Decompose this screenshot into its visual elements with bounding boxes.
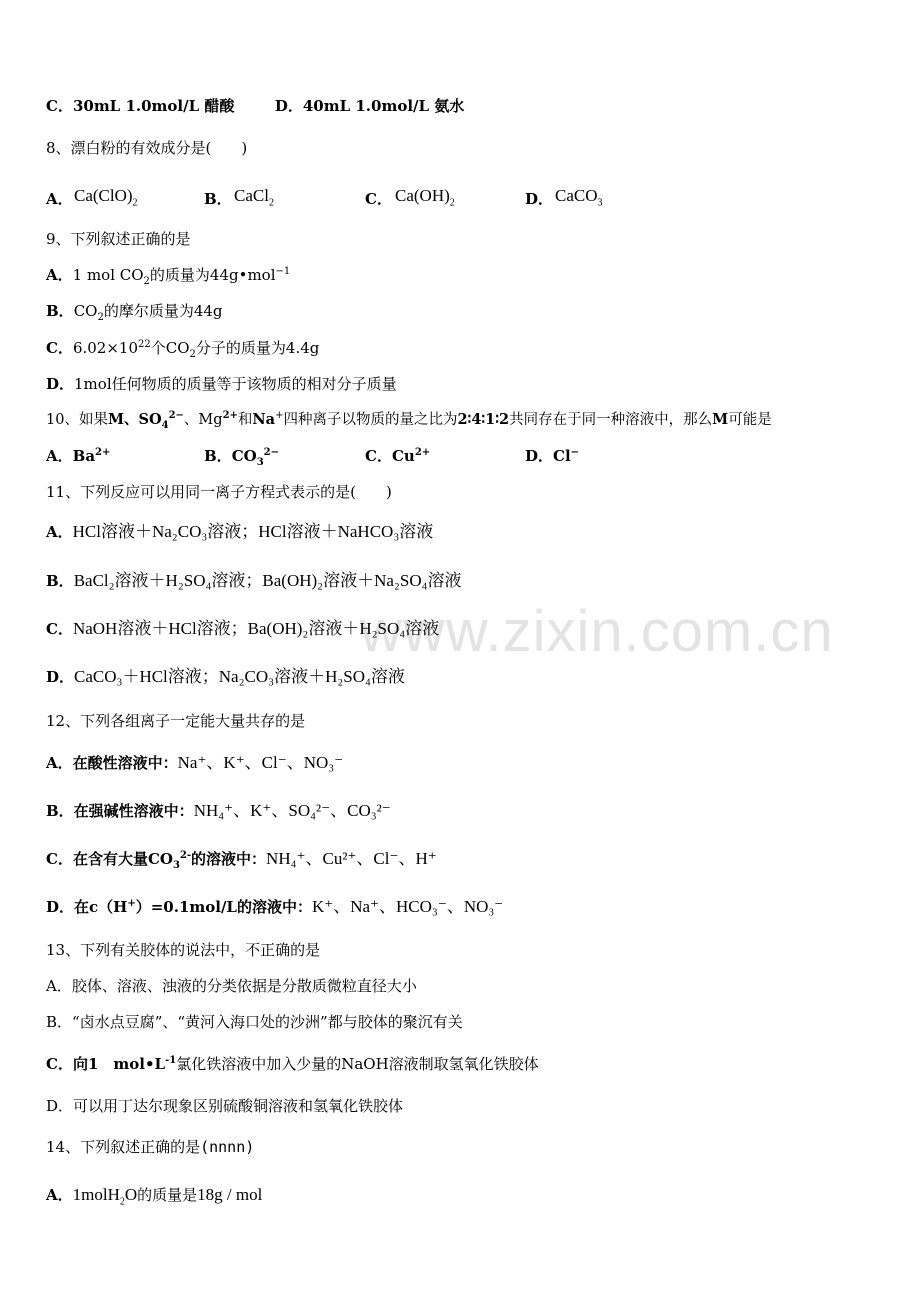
q7-option-c: C．30mL 1.0mol/L 醋酸 xyxy=(46,97,235,115)
q10-option-d: D．Cl− xyxy=(525,447,580,465)
q13-stem: 13、下列有关胶体的说法中，不正确的是 xyxy=(46,941,321,959)
q13-option-b: B．“卤水点豆腐”、“黄河入海口处的沙洲”都与胶体的聚沉有关 xyxy=(46,1013,463,1031)
q8-option-b-label: B． xyxy=(204,190,232,208)
q14-option-a: A．1molH$_2$O的质量是18g / mol xyxy=(46,1185,263,1208)
q9-option-a: A．1 mol $CO_2$的质量为44g•mol$^{-1}$ xyxy=(46,266,291,287)
q10-stem: 10、如果M、$SO_4^{2-}$、$Mg^{2+}$和Na+四种离子以物质的量之比为2∶4∶1∶2共同存在于同一种溶液中，那么M可能是 xyxy=(46,410,772,431)
q9-option-d: D．1mol任何物质的质量等于该物质的相对分子质量 xyxy=(46,375,397,393)
q8-option-b: CaCl$_2$ xyxy=(234,186,274,209)
q8-options xyxy=(46,186,666,210)
q8-option-a-label: A． xyxy=(46,190,73,208)
q12-option-c: C．在含有大量$CO_3^{2-}$的溶液中：NH₄⁺、Cu²⁺、Cl⁻、H⁺ xyxy=(46,849,437,871)
watermark: www.zixin.com.cn xyxy=(360,599,834,664)
q12-option-a: A．在酸性溶液中：Na⁺、K⁺、Cl⁻、NO₃⁻ xyxy=(46,753,344,772)
q12-option-b: B．在强碱性溶液中：NH₄⁺、K⁺、SO₄²⁻、CO₃²⁻ xyxy=(46,801,391,820)
q11-stem: 11、下列反应可以用同一离子方程式表示的是( ) xyxy=(46,483,392,501)
q13-option-c: C．向1 $mol•L^{-1}$氯化铁溶液中加入少量的NaOH溶液制取氢氧化铁胶体 xyxy=(46,1055,539,1073)
q9-stem: 9、下列叙述正确的是 xyxy=(46,230,191,248)
q9-option-b: B．$CO_2$的摩尔质量为44g xyxy=(46,302,223,323)
q8-stem: 8、漂白粉的有效成分是( ) xyxy=(46,139,248,157)
q8-option-c-label: C． xyxy=(365,190,392,208)
q8-option-c: $Ca(OH)_2$ xyxy=(395,186,455,209)
q11-option-b: B．BaCl₂溶液＋H₂SO₄溶液；Ba(OH)₂溶液＋Na₂SO₄溶液 xyxy=(46,571,462,590)
q14-stem: 14、下列叙述正确的是(nnnn) xyxy=(46,1138,255,1156)
q8-option-a: $Ca(ClO)_2$ xyxy=(74,186,138,209)
q7-option-d: D．40mL 1.0mol/L 氨水 xyxy=(274,97,465,115)
q7-options xyxy=(46,96,464,116)
q13-option-d: D．可以用丁达尔现象区别硫酸铜溶液和氢氧化铁胶体 xyxy=(46,1097,404,1115)
q11-option-c: C．NaOH溶液＋HCl溶液；Ba(OH)₂溶液＋H₂SO₄溶液 xyxy=(46,619,440,638)
q10-option-a: A．$Ba^{2+}$ xyxy=(46,447,111,465)
q9-option-c: C．$6.02\times 10^{22}$个$CO_2$分子的质量为4.4g xyxy=(46,339,320,360)
q12-stem: 12、下列各组离子一定能大量共存的是 xyxy=(46,712,306,730)
q8-option-d: CaCO$_3$ xyxy=(555,186,603,209)
q12-option-d: D．在c（H+）=0.1mol/L的溶液中：K⁺、Na⁺、HCO₃⁻、NO₃⁻ xyxy=(46,897,504,916)
q13-option-a: A．胶体、溶液、浊液的分类依据是分散质微粒直径大小 xyxy=(46,977,417,995)
q11-option-a: A．HCl溶液＋Na₂CO₃溶液；HCl溶液＋NaHCO₃溶液 xyxy=(46,522,434,541)
q11-option-d: D．CaCO₃＋HCl溶液；Na₂CO₃溶液＋H₂SO₄溶液 xyxy=(46,667,405,686)
q10-option-b: B．$CO_3^{2-}$ xyxy=(204,447,280,468)
q8-option-d-label: D． xyxy=(525,190,554,208)
q10-option-c: C．$Cu^{2+}$ xyxy=(365,447,431,465)
